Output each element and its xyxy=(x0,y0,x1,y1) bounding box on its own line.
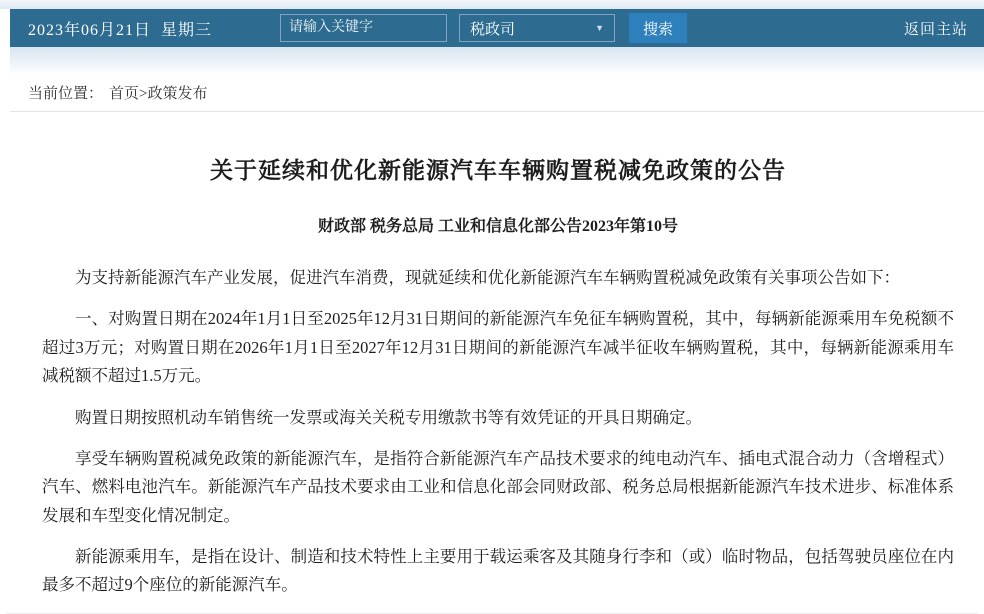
back-to-main-site-link[interactable]: 返回主站 xyxy=(903,21,968,38)
article-body xyxy=(42,264,954,600)
top-navigation-bar xyxy=(10,9,984,47)
article-paragraph: 购置日期按照机动车销售统一发票或海关关税专用缴款书等有效凭证的开具日期确定。 xyxy=(75,407,702,427)
announcement-article xyxy=(0,152,984,600)
search-input[interactable] xyxy=(280,14,447,42)
page-title: 关于延续和优化新能源汽车车辆购置税减免政策的公告 xyxy=(210,158,786,183)
breadcrumb-path[interactable]: 首页>政策发布 xyxy=(109,85,208,102)
search-area xyxy=(280,13,687,43)
page-top-gap xyxy=(0,0,984,9)
chevron-down-icon: ▼ xyxy=(595,23,605,33)
topbar-bottom-gradient xyxy=(10,47,984,73)
breadcrumb-label: 当前位置： xyxy=(28,85,104,102)
document-number: 财政部 税务总局 工业和信息化部公告2023年第10号 xyxy=(317,218,678,235)
department-select[interactable] xyxy=(459,14,615,42)
department-select-value: 税政司 xyxy=(470,21,516,38)
article-paragraph: 一、对购置日期在2024年1月1日至2025年12月31日期间的新能源汽车免征车辆购置税，其中，每辆新能源乘用车免税额不超过3万元；对购置日期在2026年1月1日至2027年12月31日期间的新能源汽车减半征收车辆购置税，其中，每辆新能源乘用车减税额不超过1.5万元。 xyxy=(42,309,954,386)
current-date: 2023年06月21日 星期三 xyxy=(28,21,213,39)
breadcrumb xyxy=(10,73,984,112)
article-paragraph: 新能源乘用车，是指在设计、制造和技术特性上主要用于载运乘客及其随身行李和（或）临时物品，包括驾驶员座位在内最多不超过9个座位的新能源汽车。 xyxy=(42,547,954,595)
search-button[interactable]: 搜索 xyxy=(629,13,687,43)
article-paragraph: 享受车辆购置税减免政策的新能源汽车，是指符合新能源汽车产品技术要求的纯电动汽车、插电式混合动力（含增程式）汽车、燃料电池汽车。新能源汽车产品技术要求由工业和信息化部会同财政部、税务总局根据新能源汽车技术进步、标准体系发展和车型变化情况制定。 xyxy=(42,448,954,525)
article-paragraph: 为支持新能源汽车产业发展，促进汽车消费，现就延续和优化新能源汽车车辆购置税减免政策有关事项公告如下： xyxy=(75,268,900,287)
